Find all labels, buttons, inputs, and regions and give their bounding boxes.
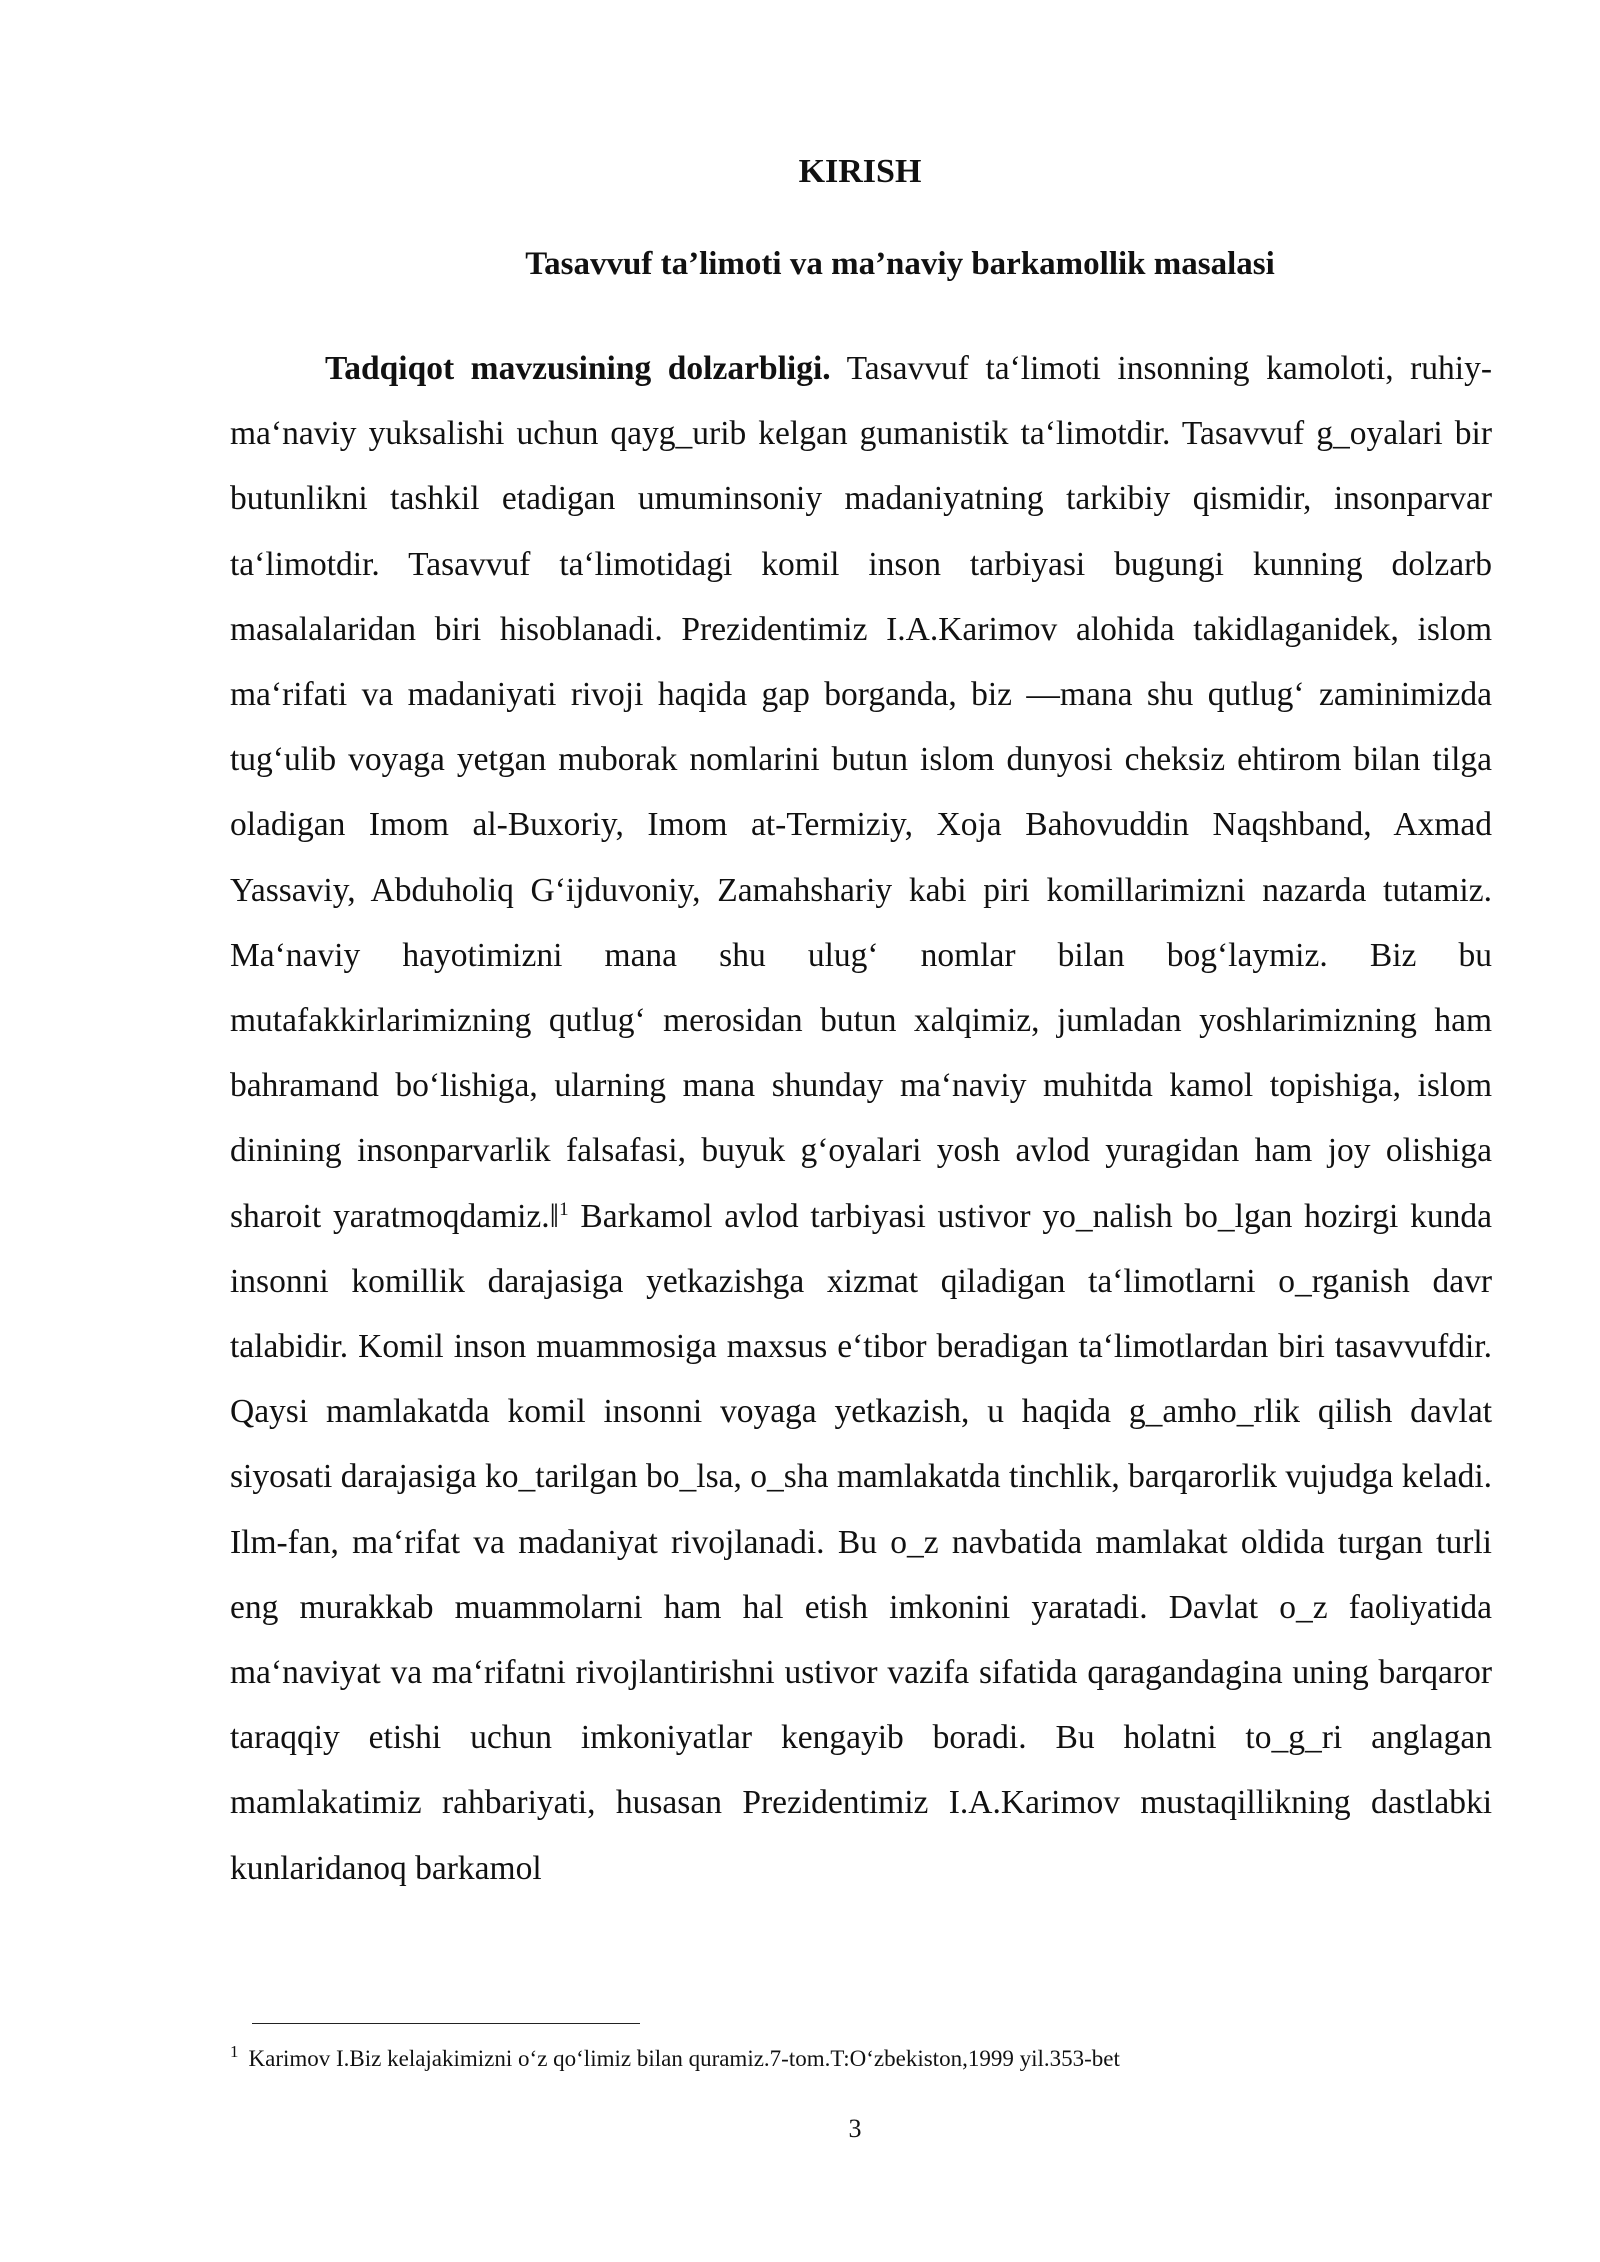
- paragraph-text-part-1: Tasavvuf ta‘limoti insonning kamoloti, ruhiy-ma‘naviy yuksalishi uchun qayg_urib kelgan gumanistik ta‘limotdir. Tasavvuf g_oyalari bir butunlikni tashkil etadigan umuminsoniy madaniyatning tarkibiy qismidir, insonparvar ta‘limotdir. Tasavvuf ta‘limotidagi komil inson tarbiyasi bugungi kunning dolzarb masalalaridan biri hisoblanadi. Prezidentimiz I.A.Karimov alohida takidlaganidek, islom ma‘rifati va madaniyati rivoji haqida gap borganda, biz ―mana shu qutlug‘ zaminimizda tug‘ulib voyaga yetgan muborak nomlarini butun islom dunyosi cheksiz ehtirom bilan tilga oladigan Imom al-Buxoriy, Imom at-Termiziy, Xoja Bahovuddin Naqshband, Axmad Yassaviy, Abduholiq G‘ijduvoniy, Zamahshariy kabi piri komillarimizni nazarda tutamiz. Ma‘naviy hayotimizni mana shu ulug‘ nomlar bilan bog‘laymiz. Biz bu mutafakkirlarimizning qutlug‘ merosidan butun xalqimiz, jumladan yoshlarimizning ham bahramand bo‘lishiga, ularning mana shunday ma‘naviy muhitda kamol topishiga, islom dinining insonparvarlik falsafasi, buyuk g‘oyalari yosh avlod yuragidan ham joy olishiga sharoit yaratmoqdamiz.‖: [230, 350, 1493, 1235]
- chapter-subtitle: Tasavvuf ta’limoti va ma’naviy barkamollik masalasi: [525, 246, 1275, 282]
- footnote-separator: [252, 2023, 640, 2024]
- paragraph-lead: Tadqiqot mavzusining dolzarbligi.: [325, 350, 831, 387]
- footnote-text: Karimov I.Biz kelajakimizni o‘z qo‘limiz bilan quramiz.7-tom.T:O‘zbekiston,1999 yil.353-bet: [248, 2046, 1120, 2071]
- page-number: 3: [848, 2114, 862, 2143]
- chapter-title: KIRISH: [798, 153, 922, 190]
- body-paragraph: [230, 336, 1492, 1901]
- footnote-reference[interactable]: 1: [559, 1198, 569, 1220]
- footnote: [230, 2044, 1510, 2074]
- footnote-mark: 1: [230, 2042, 239, 2062]
- paragraph-text-part-2: Barkamol avlod tarbiyasi ustivor yo_nalish bo_lgan hozirgi kunda insonni komillik darajasiga yetkazishga xizmat qiladigan ta‘limotlarni o_rganish davr talabidir. Komil inson muammosiga maxsus e‘tibor beradigan ta‘limotlardan biri tasavvufdir. Qaysi mamlakatda komil insonni voyaga yetkazish, u haqida g_amho_rlik qilish davlat siyosati darajasiga ko_tarilgan bo_lsa, o_sha mamlakatda tinchlik, barqarorlik vujudga keladi. Ilm-fan, ma‘rifat va madaniyat rivojlanadi. Bu o_z navbatida mamlakat oldida turgan turli eng murakkab muammolarni ham hal etish imkonini yaratadi. Davlat o_z faoliyatida ma‘naviyat va ma‘rifatni rivojlantirishni ustivor vazifa sifatida qaragandagina uning barqaror taraqqiy etishi uchun imkoniyatlar kengayib boradi. Bu holatni to_g_ri anglagan mamlakatimiz rahbariyati, husasan Prezidentimiz I.A.Karimov mustaqillikning dastlabki kunlaridanoq barkamol: [230, 1197, 1492, 1887]
